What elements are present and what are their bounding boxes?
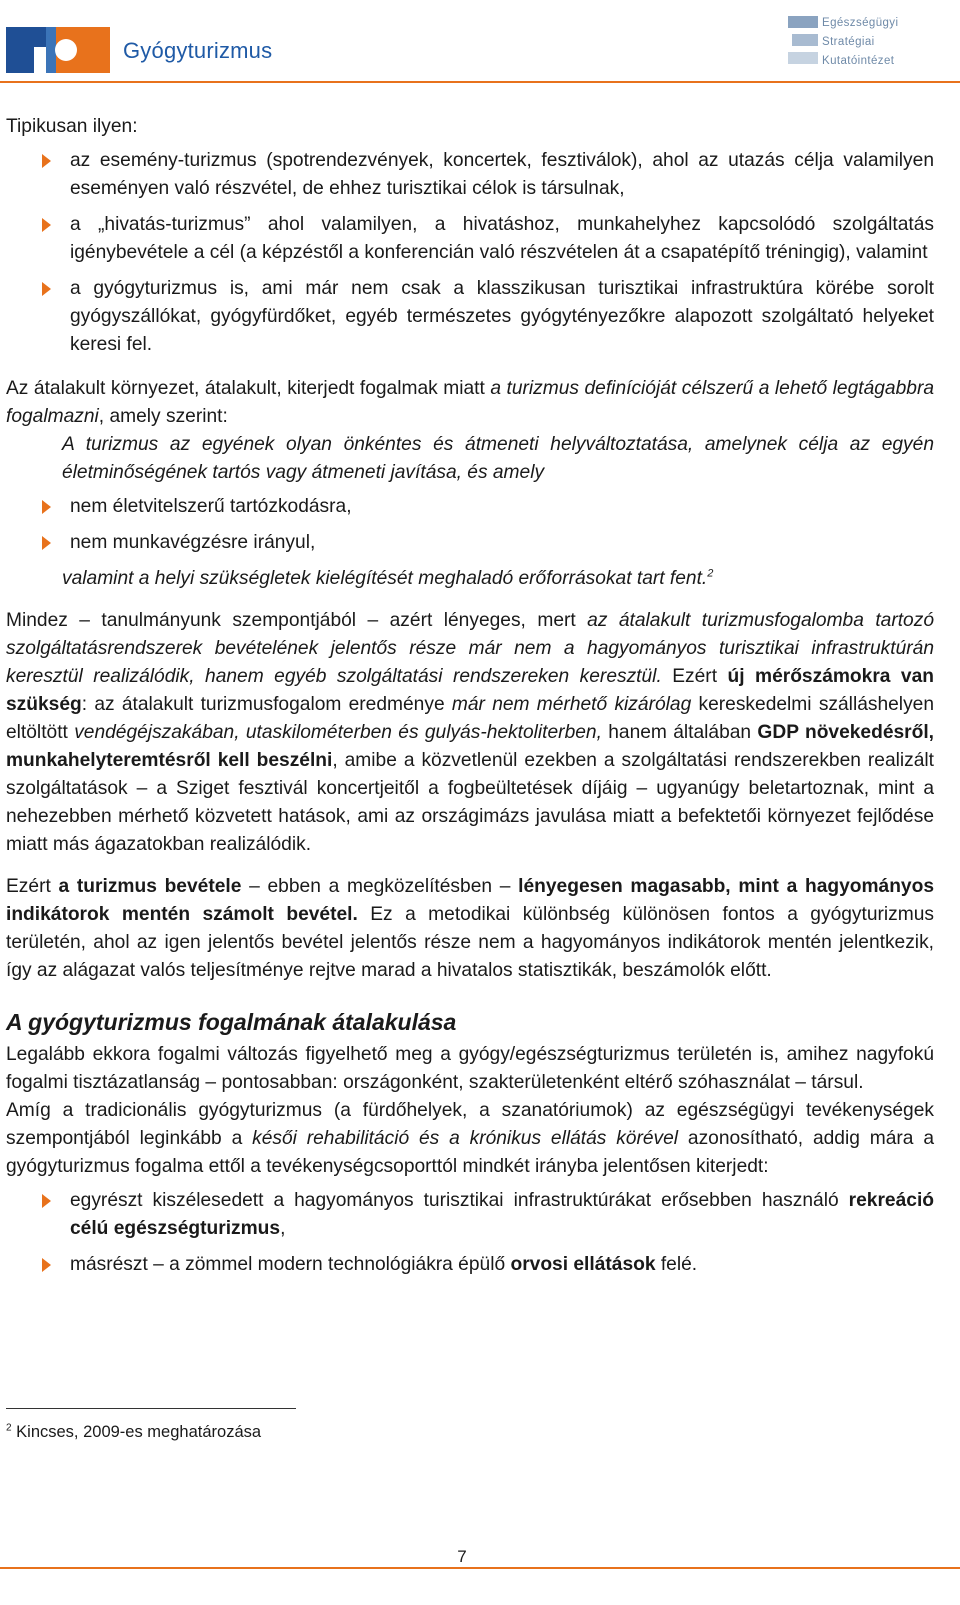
paragraph-concept-change: Legalább ekkora fogalmi változás figyelhető meg a gyógy/egészségturizmus területén is, amihez nagyfokú fogalmi tisztázatlanság – pontosabban: országonként, szakterületenként eltérő szóhasználat – társul. — [6, 1044, 934, 1093]
list-item: nem életvitelszerű tartózkodásra, — [6, 493, 934, 521]
institute-logo — [788, 10, 938, 72]
arrow-bullet-icon — [42, 536, 51, 550]
gyogyturizmus-logo — [6, 25, 110, 75]
page-number: 7 — [457, 1547, 467, 1566]
tourism-definition: A turizmus az egyének olyan önkéntes és átmeneti helyváltoztatása, amelynek célja az egyén életminőségének tartós vagy átmeneti javítása, és amely — [62, 434, 934, 483]
definition-end: valamint a helyi szükségletek kielégítését meghaladó erőforrásokat tart fent.$^2$ — [62, 567, 714, 589]
extension-list — [6, 1187, 934, 1279]
arrow-bullet-icon — [42, 154, 51, 168]
header-title: Gyógyturizmus — [123, 38, 273, 63]
list-item: egyrészt kiszélesedett a hagyományos turisztikai infrastruktúrákat erősebben használó rekreáció célú egészségturizmus, — [6, 1187, 934, 1243]
arrow-bullet-icon — [42, 500, 51, 514]
arrow-bullet-icon — [42, 282, 51, 296]
institute-line-1: Egészségügyi — [822, 17, 899, 29]
footnote: $^2$ Kincses, 2009-es meghatározása — [6, 1422, 262, 1441]
paragraph-tourism-revenue: Ezért a turizmus bevétele – ebben a megközelítésben – lényegesen magasabb, mint a hagyományos indikátorok mentén számolt bevétel. Ez a metodikai különbség különösen fontos a gyógyturizmus területén, ahol az igen jelentős bevétel jelentős része nem a hagyományos indikátorok mentén jelentkezik, így az alágazat valós teljesítménye rejtve marad a hivatalos statisztikák, beszámolók előtt. — [6, 876, 934, 981]
list-item: az esemény-turizmus (spotrendezvények, koncertek, fesztiválok), ahol az utazás célja valamilyen eseményen való részvétel, de ehhez turisztikai célok is társulnak, — [6, 147, 934, 203]
list-item: a „hivatás-turizmus” ahol valamilyen, a hivatáshoz, munkahelyhez kapcsolódó szolgáltatás igénybevétele a cél (a képzéstől a konferencián való részvételen át a csapatépítő tréningig), valamint — [6, 211, 934, 267]
footer-divider — [0, 1567, 960, 1569]
paragraph-environment: Az átalakult környezet, átalakult, kiterjedt fogalmak miatt a turizmus definícióját célszerű a lehető legtágabbra fogalmazni, amely szerint: — [6, 378, 935, 427]
footnote-divider — [6, 1408, 296, 1409]
arrow-bullet-icon — [42, 218, 51, 232]
definition-conditions-list — [6, 493, 934, 557]
document-body — [6, 113, 934, 1287]
list-item: nem munkavégzésre irányul, — [6, 529, 934, 557]
footnote-reference: 2 — [707, 567, 714, 580]
paragraph-revenue-measurement: Mindez – tanulmányunk szempontjából – azért lényeges, mert az átalakult turizmusfogalomba tartozó szolgáltatásrendszerek bevételének jelentős része már nem a hagyományos turisztikai infrastruktúrán keresztül realizálódik, hanem egyéb szolgáltatási rendszereken keresztül. Ezért új mérőszámokra van szükség: az átalakult turizmusfogalom eredménye már nem mérhető kizárólag kereskedelmi szálláshelyen eltöltött vendégéjszakában, utaskilométerben és gulyás-hektoliterben, hanem általában GDP növekedésről, munkahelyteremtésről kell beszélni, amibe a közvetlenül ezekben a szolgáltatási rendszerekben realizált szolgáltatások – a Sziget fesztivál koncertjeitől a fogbeültetések díjáig – ugyanúgy beletartoznak, mint a nehezebben mérhető közvetett hatások, ami az országimázs javulása miatt a befektetői környezet fejlődése miatt más ágazatokban realizálódik. — [6, 610, 935, 855]
institute-line-3: Kutatóintézet — [822, 55, 895, 67]
institute-line-2: Stratégiai — [822, 36, 875, 48]
paragraph-traditional-tourism: Amíg a tradicionális gyógyturizmus (a fürdőhelyek, a szanatóriumok) az egészségügyi tevékenységek szempontjából leginkább a késői rehabilitáció és a krónikus ellátás körével azonosítható, addig mára a gyógyturizmus fogalma ettől a tevékenységcsoporttól mindkét irányba jelentősen kiterjedt: — [6, 1100, 934, 1177]
arrow-bullet-icon — [42, 1194, 51, 1208]
list-item: másrészt – a zömmel modern technológiákra épülő orvosi ellátások felé. — [6, 1251, 934, 1279]
section-heading: A gyógyturizmus fogalmának átalakulása — [6, 1009, 457, 1035]
intro-text: Tipikusan ilyen: — [6, 116, 138, 137]
header-divider — [0, 81, 960, 83]
tourism-types-list — [6, 147, 934, 359]
list-item: a gyógyturizmus is, ami már nem csak a klasszikusan turisztikai infrastruktúra körébe sorolt gyógyszállókat, gyógyfürdőket, egyéb természetes gyógytényezőkre alapozott szolgáltató helyeket keresi fel. — [6, 275, 934, 359]
arrow-bullet-icon — [42, 1258, 51, 1272]
